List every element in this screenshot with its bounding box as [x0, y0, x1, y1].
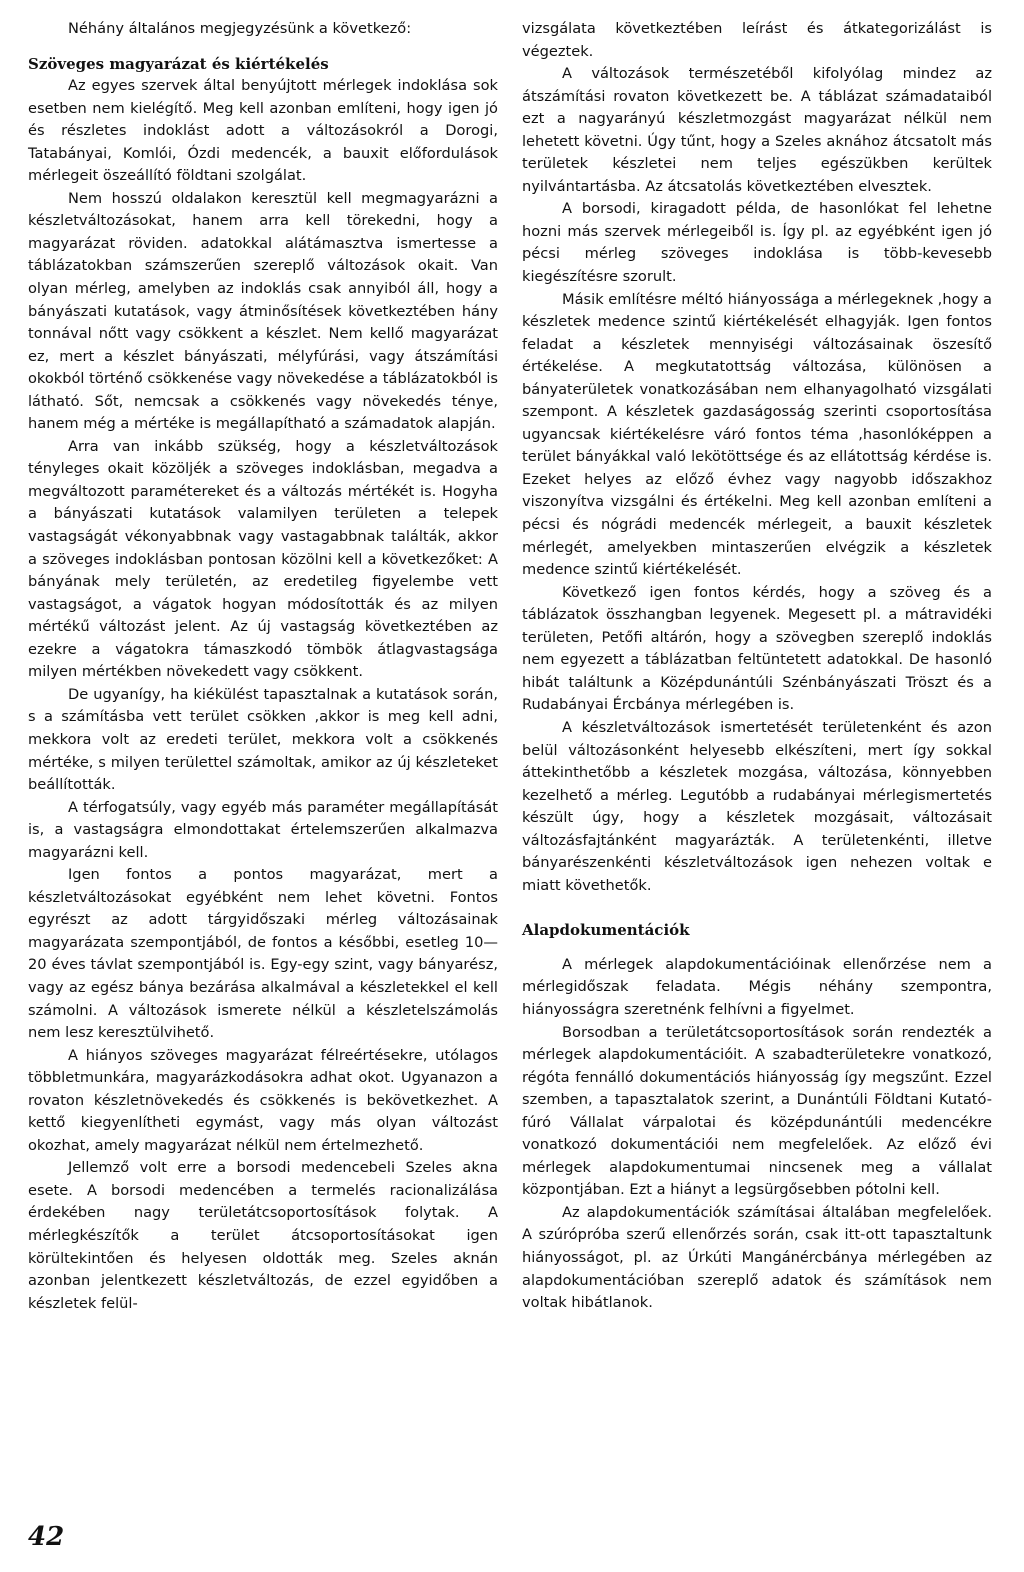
paragraph: A borsodi, kiragadott példa, de hasonlókat fel lehetne hozni más szervek mérlegeiből is. Így pl. az egyébként igen jó pécsi mérleg szöveges indoklása is több-kevesebb kiegészítésre szorult.: [522, 200, 992, 286]
paragraph: A hiányos szöveges magyarázat félreértésekre, utólagos többletmunkára, magyarázkodásokra adhat okot. Ugyanazon a rovaton készletnövekedés és csökkenés is bekövetkezhet. A kettő kiegyenlítheti egymást, vagy más olyan változást okozhat, amely magyarázat nélkül nem értelmezhető.: [28, 1046, 498, 1154]
spacer: [522, 897, 992, 919]
paragraph: Az alapdokumentációk számításai általában megfelelőek. A szúrópróba szerű ellenőrzés során, csak itt-ott tapasztaltunk hiányosságot, pl. az Úrkúti Mangánércbánya mérlegében az alapdokumentációban szereplő adatok és számítások nem voltak hibátlanok.: [522, 1203, 992, 1312]
spacer: [522, 942, 992, 954]
paragraph: Jellemző volt erre a borsodi medencebeli Szeles akna esete. A borsodi medencében a termelés racionalizálása érdekében nagy területátcsoportosítások folytak. A mérlegkészítők a terület átcsoportosításokat igen körültekintően és helyesen oldották meg. Szeles aknán azonban jelentkezett készletváltozás, de ezzel egyidőben a készletek felül-: [28, 1159, 498, 1312]
paragraph: A készletváltozások ismertetését területenként és azon belül változásonként helyesebb elkészíteni, mert így sokkal áttekinthetőbb a készletek mozgása, változása, könnyebben kezelhető a mérleg. Legutóbb a rudabányai mérlegismertetés készült úgy, hogy a készletek mozgásait, változásait változásfajtánként magyarázták. A területenkénti, illetve bányarészenkénti készletváltozások igen nehezen voltak e miatt követhetők.: [522, 718, 992, 894]
left-column: [28, 18, 498, 1315]
section-heading-alapdokumentaciok: Alapdokumentációk: [522, 921, 690, 940]
paragraph: Nem hosszú oldalakon keresztül kell megmagyarázni a készletváltozásokat, hanem arra kell törekedni, hogy a magyarázat röviden. adatokkal alátámasztva ismertesse a táblázatokban számszerűen szereplő változások okait. Van olyan mérleg, amelyben az indoklás csak annyiból áll, hogy a bányászati kutatások, vagy átminősítések következtében hány tonnával nőtt vagy csökkent a készlet. Nem kellő magyarázat ez, mert a készlet bányászati, mélyfúrási, vagy átszámítási okokból történő csökkenése vagy növekedése a táblázatokból is látható. Sőt, nemcsak a csökkenés vagy növekedés ténye, hanem még a mértéke is megállapítható a számadatok alapján.: [28, 189, 498, 433]
paragraph-continued: vizsgálata következtében leírást és átkategorizálást is végeztek.: [522, 20, 992, 60]
paragraph: A térfogatsúly, vagy egyéb más paraméter megállapítását is, a vastagságra elmondottakat értelemszerűen alkalmazva magyarázni kell.: [28, 798, 498, 861]
paragraph: A mérlegek alapdokumentációinak ellenőrzése nem a mérlegidőszak feladata. Mégis néhány szempontra, hiányosságra szeretnénk felhívni a figyelmet.: [522, 955, 992, 1018]
paragraph: Arra van inkább szükség, hogy a készletváltozások tényleges okait közöljék a szöveges indoklásban, megadva a megváltozott paramétereket és a változás mértékét is. Hogyha a bányászati kutatások valamilyen területen a telepek vastagságát vékonyabbnak vagy vastagabbnak találták, akkor a szöveges indoklásban pontosan közölni kell a következőket: A bányának mely területén, az eredetileg figyelembe vett vastagságot, a vágatok hogyan módosították és az milyen mértékű változást jelent. Az új vastagság következtében az ezekre a vágatokra támaszkodó tömbök átlagvastagsága milyen mértékben növekedett vagy csökkent.: [28, 437, 498, 681]
spacer: [28, 41, 498, 53]
paragraph: Következő igen fontos kérdés, hogy a szöveg és a táblázatok összhangban legyenek. Megesett pl. a mátravidéki területen, Petőfi altárón, hogy a szövegben szereplő indoklás nem egyezett a táblázatban feltüntetett adatokkal. De hasonló hibát találtunk a Középdunántúli Szénbányászati Tröszt és a Rudabányai Ércbánya mérlegében is.: [522, 583, 992, 714]
paragraph: Borsodban a területátcsoportosítások során rendezték a mérlegek alapdokumentációit. A szabadterületekre vonatkozó, régóta fennálló dokumentációs hiányosság így megszűnt. Ezzel szemben, a tapasztalatok szerint, a Dunántúli Földtani Kutató-fúró Vállalat várpalotai és középdunántúli medencékre vonatkozó dokumentációi nem megfelelőek. Az előző évi mérlegek alapdokumentumai nincsenek meg a vállalat központjában. Ezt a hiányt a legsürgősebben pótolni kell.: [522, 1023, 992, 1199]
section-heading-szoveges-magyarazat: Szöveges magyarázat és kiértékelés: [28, 54, 329, 73]
paragraph: Igen fontos a pontos magyarázat, mert a készletváltozásokat egyébként nem lehet követni. Fontos egyrészt az adott tárgyidőszaki mérleg változásainak magyarázata szempontjából, de fontos a későbbi, esetleg 10—20 éves távlat szempontjából is. Egy-egy szint, vagy bányarész, vagy az egész bánya bezárása alkalmával a készletekkel el kell számolni. A változások ismerete nélkül a készletelszámolás nem lesz keresztülvihető.: [28, 866, 498, 1042]
intro-line: Néhány általános megjegyzésünk a következő:: [68, 20, 412, 37]
paragraph: Az egyes szervek által benyújtott mérlegek indoklása sok esetben nem kielégítő. Meg kell azonban említeni, hogy igen jó és részletes indoklást adott a változásokról a Dorogi, Tatabányai, Komlói, Ózdi medencék, a bauxit előfordulások mérlegeit öszeállító földtani szolgálat.: [28, 77, 498, 185]
right-column: [522, 18, 992, 1315]
paragraph: Másik említésre méltó hiányossága a mérlegeknek ,hogy a készletek medence szintű kiértékelését elhagyják. Igen fontos feladat a készletek mennyiségi változásainak öszesítő értékelése. A megkutatottság változása, különösen a bányaterületek vonatkozásában nem elhanyagolható vizsgálati szempont. A készletek gazdaságosság szerinti csoportosítása ugyancsak kiértékelésre váró fontos téma ,hasonlóképpen a terület bányákkal való lekötöttsége és az ellátottság kérdése is. Ezeket helyes az előző évhez vagy nagyobb időszakhoz viszonyítva vizsgálni és értékelni. Meg kell azonban említeni a pécsi és nógrádi medencék mérlegeit, a bauxit készletek mérlegét, amelyekben mintaszerűen elvégzik a készletek medence szintű kiértékelését.: [522, 290, 992, 579]
page-number: 42: [28, 1522, 65, 1552]
paragraph: A változások természetéből kifolyólag mindez az átszámítási rovaton következett be. A táblázat számadataiból ezt a nagyarányú készletmozgást magyarázat nélkül nem lehetett követni. Úgy tűnt, hogy a Szeles aknához átcsatolt más területek készletei nem teljes egészükben kerültek nyilvántartásba. Az átcsatolás következtében elvesztek.: [522, 65, 992, 195]
paragraph: De ugyanígy, ha kiékülést tapasztalnak a kutatások során, s a számításba vett terület csökken ,akkor is meg kell adni, mekkora volt az eredeti terület, mekkora volt a csökkenés mértéke, s milyen területtel számoltak, amikor az új készleteket beállították.: [28, 685, 498, 794]
